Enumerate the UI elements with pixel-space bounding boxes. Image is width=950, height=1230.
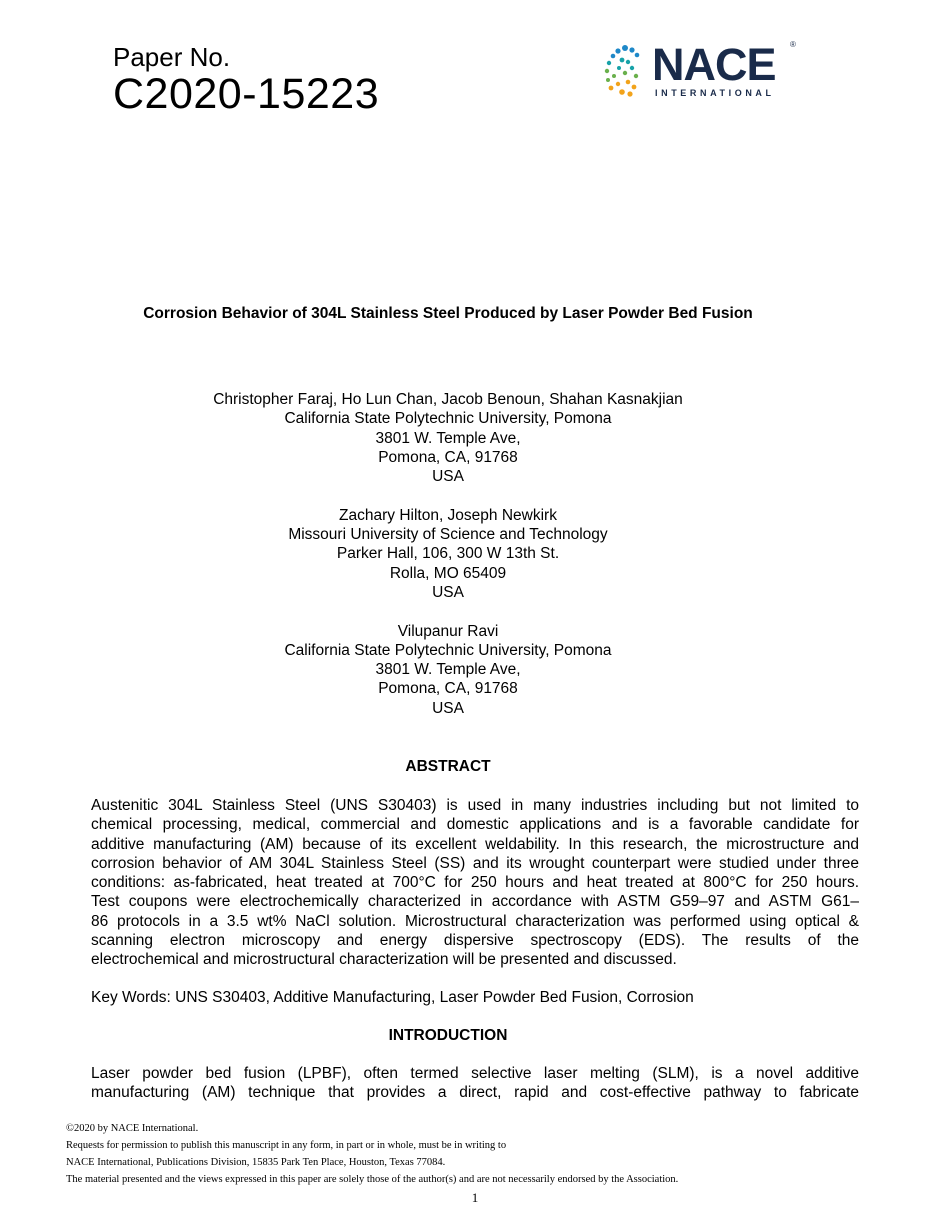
abstract-line: 86 protocols in a 3.5 wt% NaCl solution. Microstructural characterization was performed using optical & xyxy=(91,912,859,930)
footer-permission: Requests for permission to publish this manuscript in any form, in part or in whole, must be in writing to xyxy=(66,1140,507,1151)
introduction-body xyxy=(91,1064,859,1103)
author-country: USA xyxy=(432,583,464,601)
author-affiliation: Missouri University of Science and Technology xyxy=(288,526,608,544)
abstract-heading: ABSTRACT xyxy=(405,758,491,775)
introduction-heading: INTRODUCTION xyxy=(388,1027,508,1044)
author-country: USA xyxy=(432,468,464,486)
logo-wordmark: NACE xyxy=(652,39,776,90)
abstract-line: conditions: as-fabricated, heat treated at 700°C for 250 hours and heat treated at 800°C for 250 hours. xyxy=(91,874,859,892)
author-block xyxy=(0,622,896,718)
page-number: 1 xyxy=(471,1190,479,1205)
abstract-line: scanning electron microscopy and energy dispersive spectroscopy (EDS). The results of the xyxy=(91,932,859,950)
introduction-line: manufacturing (AM) technique that provides a direct, rapid and cost-effective pathway to fabricate xyxy=(91,1084,859,1102)
author-names: Christopher Faraj, Ho Lun Chan, Jacob Benoun, Shahan Kasnakjian xyxy=(213,391,683,408)
author-affiliation: California State Polytechnic University, Pomona xyxy=(284,410,612,428)
paper-number-label: Paper No. xyxy=(113,42,231,72)
keywords xyxy=(91,988,859,1007)
author-names: Vilupanur Ravi xyxy=(397,622,499,640)
abstract-line: chemical processing, medical, commercial and domestic applications and is a favorable candidate for xyxy=(91,816,859,834)
nace-logo xyxy=(598,40,798,100)
author-list xyxy=(0,390,896,737)
abstract-line: corrosion behavior of AM 304L Stainless Steel (SS) and its wrought counterpart were studied under three xyxy=(91,854,859,872)
abstract-line: Test coupons were electrochemically characterized in accordance with ASTM G59–97 and ASTM G61– xyxy=(91,893,859,911)
author-address-line: Pomona, CA, 91768 xyxy=(378,448,518,466)
author-affiliation: California State Polytechnic University, Pomona xyxy=(284,641,612,659)
paper-id: C2020-15223 xyxy=(113,70,380,118)
paper-title: Corrosion Behavior of 304L Stainless Steel Produced by Laser Powder Bed Fusion xyxy=(143,305,753,322)
keywords-line: Key Words: UNS S30403, Additive Manufacturing, Laser Powder Bed Fusion, Corrosion xyxy=(91,989,694,1006)
author-address-line: Rolla, MO 65409 xyxy=(389,564,507,582)
author-names: Zachary Hilton, Joseph Newkirk xyxy=(339,506,557,524)
page-footer xyxy=(66,1120,678,1188)
author-address-line: 3801 W. Temple Ave, xyxy=(375,429,521,447)
logo-subtitle: INTERNATIONAL xyxy=(655,88,775,98)
author-address-line: 3801 W. Temple Ave, xyxy=(375,661,521,679)
footer-address: NACE International, Publications Division, 15835 Park Ten Place, Houston, Texas 77084. xyxy=(66,1157,446,1168)
registered-mark: ® xyxy=(790,40,796,49)
nace-swirl-icon xyxy=(598,44,652,100)
author-address-line: Parker Hall, 106, 300 W 13th St. xyxy=(336,545,560,563)
abstract-line: Austenitic 304L Stainless Steel (UNS S30403) is used in many industries including but not limited to xyxy=(91,797,859,814)
author-address-line: Pomona, CA, 91768 xyxy=(378,680,518,698)
author-block xyxy=(0,506,896,602)
abstract-body xyxy=(91,796,859,970)
abstract-line: additive manufacturing (AM) because of its excellent weldability. In this research, the microstructure and xyxy=(91,835,859,853)
abstract-line: electrochemical and microstructural characterization will be presented and discussed. xyxy=(91,951,677,969)
author-country: USA xyxy=(432,699,464,717)
introduction-line: Laser powder bed fusion (LPBF), often termed selective laser melting (SLM), is a novel additive xyxy=(91,1065,859,1082)
author-block xyxy=(0,390,896,486)
footer-copyright: ©2020 by NACE International. xyxy=(66,1123,199,1134)
footer-disclaimer: The material presented and the views expressed in this paper are solely those of the author(s) and are not necessarily endorsed by the Association. xyxy=(66,1174,679,1185)
